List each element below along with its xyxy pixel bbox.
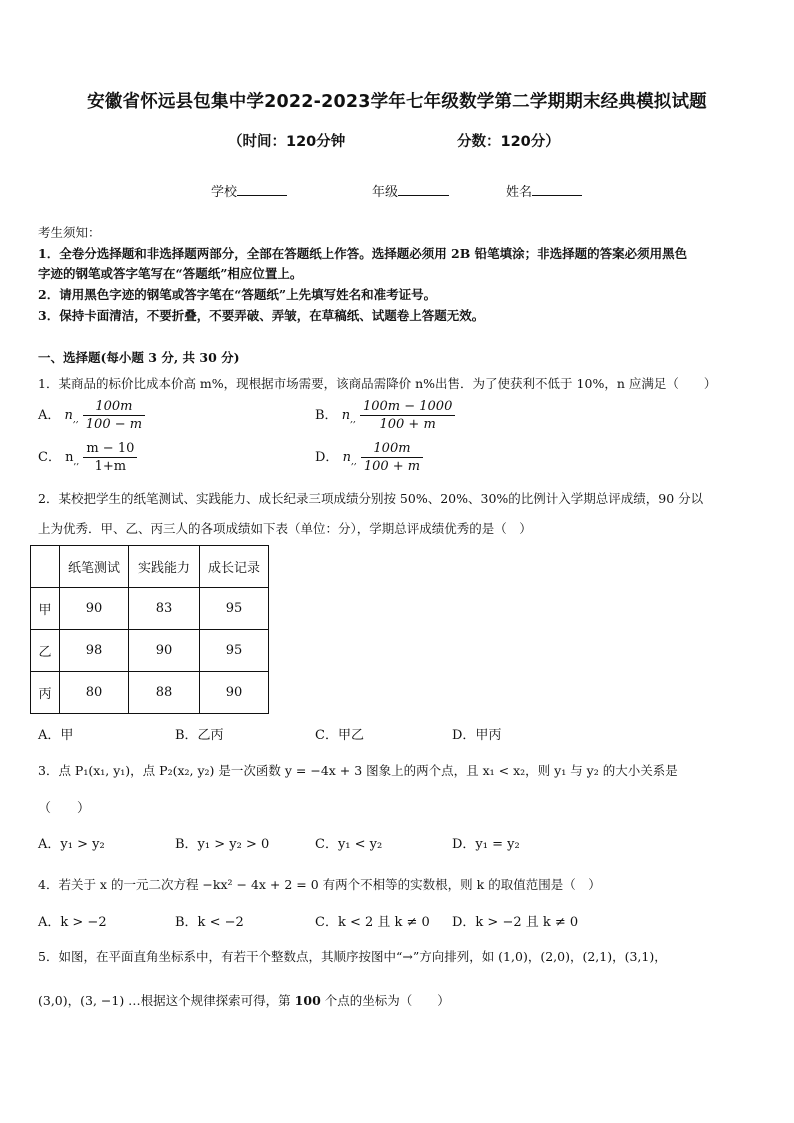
- question-2-line-1: 2．某校把学生的纸笔测试、实践能力、成长纪录三项成绩分别按 50%、20%、30%的比例计入学期总评成绩，90 分以: [38, 491, 704, 506]
- table-cell: 乙: [31, 630, 60, 672]
- school-label: 学校: [211, 185, 238, 200]
- var-n: n: [64, 408, 73, 423]
- table-cell: 95: [200, 630, 269, 672]
- table-row: [31, 672, 269, 714]
- table-cell: 98: [60, 630, 129, 672]
- table-cell: 90: [200, 672, 269, 714]
- table-header-cell: 纸笔测试: [60, 546, 129, 588]
- numerator: 100m − 1000: [360, 398, 455, 416]
- q3-option-c[interactable]: C．y₁ < y₂: [315, 837, 383, 852]
- q3-option-b[interactable]: B．y₁ > y₂ > 0: [175, 837, 270, 852]
- name-field[interactable]: [506, 181, 582, 200]
- option-label: D．: [315, 450, 339, 465]
- fraction: [83, 440, 137, 475]
- relation-symbol: ,,: [72, 415, 79, 425]
- name-label: 姓名: [506, 185, 533, 200]
- grade-label: 年级: [372, 185, 399, 200]
- table-cell: 甲: [31, 588, 60, 630]
- table-cell: 88: [129, 672, 200, 714]
- fraction: [361, 440, 423, 475]
- q4-option-d[interactable]: D．k > −2 且 k ≠ 0: [452, 915, 579, 930]
- school-blank[interactable]: [237, 183, 287, 196]
- score-table: [30, 545, 269, 714]
- question-3-paren: （ ）: [38, 801, 91, 816]
- option-label: B．: [315, 408, 338, 423]
- q1-option-c[interactable]: [38, 440, 137, 475]
- table-row: [31, 588, 269, 630]
- grade-field[interactable]: [372, 181, 449, 200]
- notice-heading: 考生须知：: [38, 225, 101, 240]
- question-1-stem: 1．某商品的标价比成本价高 m%，现根据市场需要，该商品需降价 n%出售．为了使获利不低于 10%，n 应满足（ ）: [38, 376, 717, 391]
- q4-option-b[interactable]: B．k < −2: [175, 915, 244, 930]
- question-5-text-c: 个点的坐标为（ ）: [320, 993, 450, 1008]
- table-cell: 丙: [31, 672, 60, 714]
- table-cell: 83: [129, 588, 200, 630]
- fraction: [360, 398, 455, 433]
- q3-option-d[interactable]: D．y₁ = y₂: [452, 837, 520, 852]
- var-n: n: [341, 408, 351, 423]
- q4-option-a[interactable]: A．k > −2: [38, 915, 107, 930]
- q1-option-d[interactable]: [315, 440, 423, 475]
- q3-option-a[interactable]: A．y₁ > y₂: [38, 837, 105, 852]
- exam-time: （时间：120分钟: [228, 134, 346, 150]
- school-field[interactable]: [211, 181, 287, 200]
- question-5-text-a: (3,0)，(3, −1) …根据这个规律探索可得，第: [38, 993, 295, 1008]
- numerator: 100m: [83, 398, 145, 416]
- q2-option-a[interactable]: A．甲: [38, 728, 74, 743]
- notice-item: 1．全卷分选择题和非选择题两部分，全部在答题纸上作答。选择题必须用 2B 铅笔填涂；非选择题的答案必须用黑色: [38, 246, 688, 261]
- q2-option-c[interactable]: C．甲乙: [315, 728, 364, 743]
- exam-score: 分数：120分）: [457, 134, 560, 150]
- notice-item: 字迹的钢笔或答字笔写在“答题纸”相应位置上。: [38, 266, 303, 281]
- q4-option-c[interactable]: C．k < 2 且 k ≠ 0: [315, 915, 430, 930]
- q2-option-b[interactable]: B．乙丙: [175, 728, 224, 743]
- table-header-cell: 成长记录: [200, 546, 269, 588]
- table-row: [31, 630, 269, 672]
- notice-item: 2．请用黑色字迹的钢笔或答字笔在“答题纸”上先填写姓名和准考证号。: [38, 287, 437, 302]
- grade-blank[interactable]: [398, 183, 449, 196]
- option-label: A．: [38, 408, 61, 423]
- q1-option-a[interactable]: [38, 398, 145, 433]
- question-5-line-1: 5．如图，在平面直角坐标系中，有若干个整数点，其顺序按图中“→”方向排列，如 (1,0)，(2,0)，(2,1)，(3,1)，: [38, 949, 667, 964]
- relation-symbol: ,,: [350, 415, 356, 425]
- denominator: 100 + m: [379, 417, 436, 432]
- var-n: n: [65, 450, 74, 465]
- table-header-cell: 实践能力: [129, 546, 200, 588]
- page-title: 安徽省怀远县包集中学2022-2023学年七年级数学第二学期期末经典模拟试题: [87, 92, 707, 112]
- option-label: C．: [38, 450, 61, 465]
- notice-item: 3．保持卡面清洁，不要折叠，不要弄破、弄皱，在草稿纸、试题卷上答题无效。: [38, 308, 485, 323]
- q2-option-d[interactable]: D．甲丙: [452, 728, 502, 743]
- numerator: m − 10: [83, 440, 137, 458]
- var-n: n: [342, 450, 351, 465]
- table-header-row: [31, 546, 269, 588]
- table-cell: 80: [60, 672, 129, 714]
- denominator: 1+m: [94, 459, 127, 474]
- numerator: 100m: [361, 440, 423, 458]
- relation-symbol: ,,: [73, 457, 80, 467]
- table-cell: 90: [60, 588, 129, 630]
- table-header-cell: [31, 546, 60, 588]
- relation-symbol: ,,: [350, 457, 357, 467]
- question-4-stem: 4．若关于 x 的一元二次方程 −kx² − 4x + 2 = 0 有两个不相等的实数根，则 k 的取值范围是（ ）: [38, 877, 601, 892]
- denominator: 100 + m: [363, 459, 421, 474]
- table-cell: 90: [129, 630, 200, 672]
- question-5-number: 100: [294, 993, 321, 1008]
- q1-option-b[interactable]: [315, 398, 455, 433]
- section-heading: 一、选择题(每小题 3 分, 共 30 分): [38, 350, 240, 365]
- name-blank[interactable]: [532, 183, 582, 196]
- question-5-line-2: [38, 991, 450, 1009]
- table-cell: 95: [200, 588, 269, 630]
- question-3-stem: 3．点 P₁(x₁, y₁)，点 P₂(x₂, y₂) 是一次函数 y = −4x + 3 图象上的两个点，且 x₁ < x₂，则 y₁ 与 y₂ 的大小关系是: [38, 763, 678, 778]
- question-2-line-2: 上为优秀．甲、乙、丙三人的各项成绩如下表（单位：分），学期总评成绩优秀的是（ ）: [38, 521, 532, 536]
- fraction: [83, 398, 145, 433]
- denominator: 100 − m: [85, 417, 143, 432]
